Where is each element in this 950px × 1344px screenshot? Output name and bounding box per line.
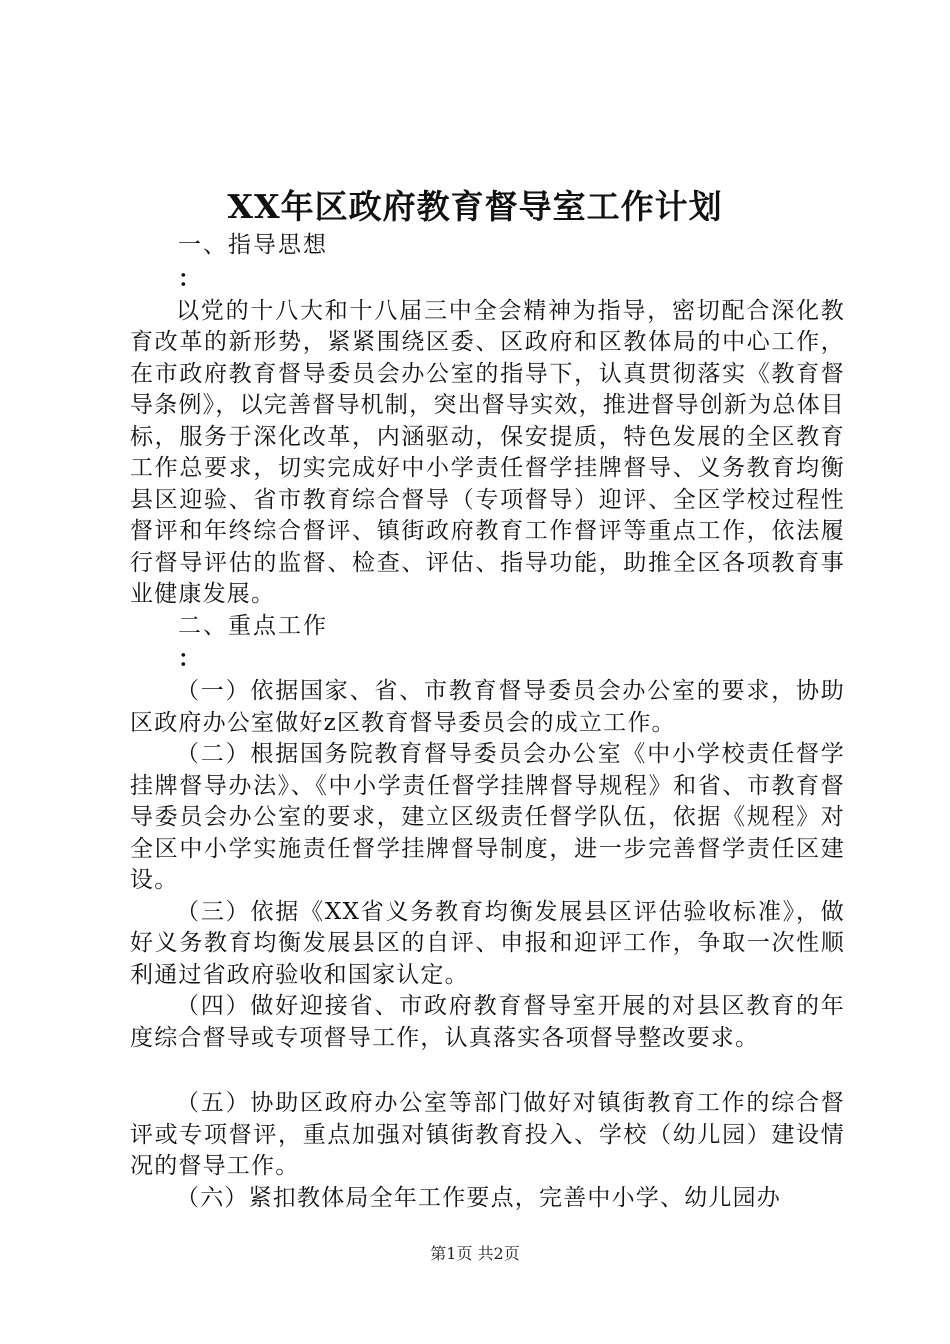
paragraph-item-6: （六）紧扣教体局全年工作要点，完善中小学、幼儿园办 (176, 1184, 781, 1211)
paragraph-guiding-ideology: 以党的十八大和十八届三中全会精神为指导，密切配合深化教育改革的新形势，紧紧围绕区委、区政府和区教体局的中心工作，在市政府教育督导委员会办公室的指导下，认真贯彻落实《教育督导条例》，以完善督导机制，突出督导实效，推进督导创新为总体目标，服务于深化改革，内涵驱动，保安提质，特色发展的全区教育工作总要求，切实完成好中小学责任督学挂牌督导、义务教育均衡县区迎验、省市教育综合督导（专项督导）迎评、全区学校过程性督评和年终综合督评、镇街政府教育工作督评等重点工作，依法履行督导评估的监督、检查、评估、指导功能，助推全区各项教育事业健康发展。 (130, 297, 845, 607)
document-body (130, 230, 845, 1214)
page-number-footer: 第1页 共2页 (430, 1244, 520, 1263)
paragraph-item-2: （二）根据国务院教育督导委员会办公室《中小学校责任督学挂牌督导办法》、《中小学责任督学挂牌督导规程》和省、市教育督导委员会办公室的要求，建立区级责任督学队伍，依据《规程》对全区中小学实施责任督学挂牌督导制度，进一步完善督学责任区建设。 (130, 741, 845, 893)
section-colon: ： (178, 264, 203, 292)
paragraph-item-4: （四）做好迎接省、市政府教育督导室开展的对县区教育的年度综合督导或专项督导工作，认真落实各项督导整改要求。 (130, 993, 845, 1051)
paragraph-item-1: （一）依据国家、省、市教育督导委员会办公室的要求，协助区政府办公室做好z区教育督导委员会的成立工作。 (130, 678, 845, 736)
document-title: XX年区政府教育督导室工作计划 (227, 187, 723, 226)
paragraph-item-3: （三）依据《XX省义务教育均衡发展县区评估验收标准》，做好义务教育均衡发展县区的自评、申报和迎评工作，争取一次性顺利通过省政府验收和国家认定。 (130, 898, 845, 988)
section-heading-guiding-ideology: 一、指导思想 (178, 232, 328, 258)
section-heading-key-work: 二、重点工作 (178, 612, 328, 639)
paragraph-item-5: （五）协助区政府办公室等部门做好对镇街教育工作的综合督评或专项督评，重点加强对镇街教育投入、学校（幼儿园）建设情况的督导工作。 (130, 1090, 845, 1179)
section-colon: ： (178, 645, 203, 672)
paragraph-spacer (130, 1054, 845, 1088)
